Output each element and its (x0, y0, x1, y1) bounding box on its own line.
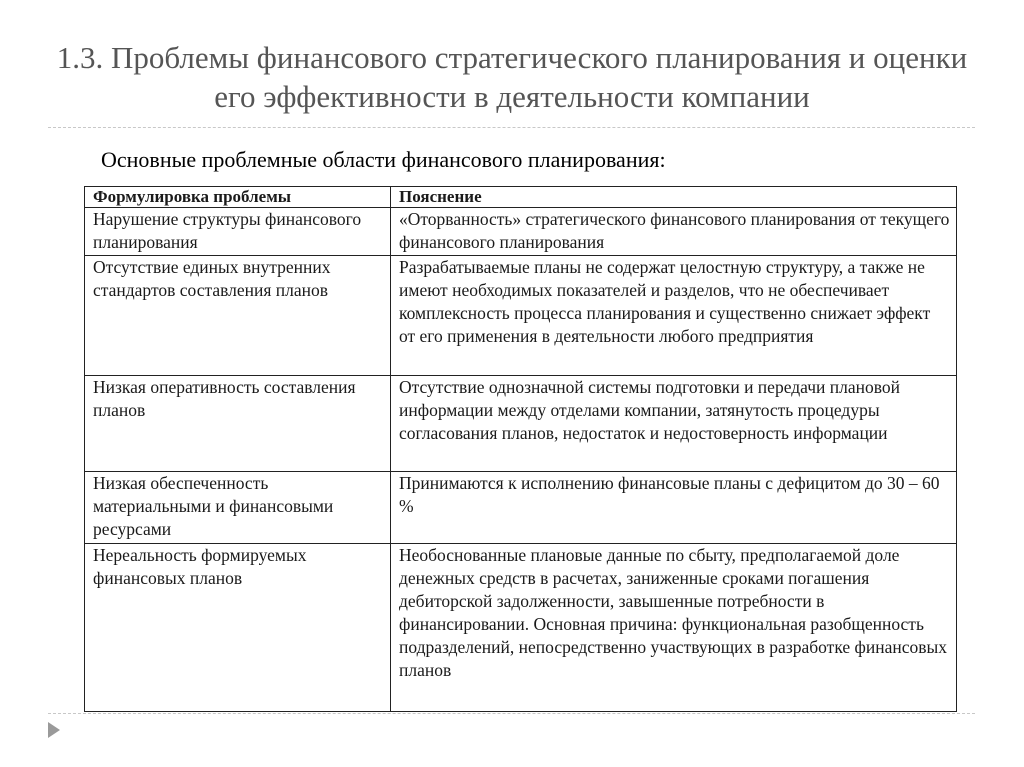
triangle-right-icon (48, 722, 60, 738)
bottom-divider (48, 713, 975, 714)
table-row (85, 472, 957, 544)
column-header-problem: Формулировка проблемы (85, 187, 391, 208)
column-header-explanation: Пояснение (391, 187, 957, 208)
problems-table (84, 186, 957, 712)
explanation-cell: Отсутствие однозначной системы подготовки и передачи плановой информации между отделами компании, затянутость процедуры согласования планов, недостаток и недостоверность информации (391, 376, 957, 472)
table-row (85, 544, 957, 712)
explanation-cell: Принимаются к исполнению финансовые планы с дефицитом до 30 – 60 % (391, 472, 957, 544)
problem-cell: Нарушение структуры финансового планирования (85, 208, 391, 256)
explanation-cell: Разрабатываемые планы не содержат целостную структуру, а также не имеют необходимых показателей и разделов, что не обеспечивает комплексность процесса планирования и существенно снижает эффект от его применения в деятельности любого предприятия (391, 256, 957, 376)
title-divider (48, 127, 975, 128)
slide-title: 1.3. Проблемы финансового стратегического планирования и оценки его эффективности в деятельности компании (56, 40, 968, 114)
explanation-cell: Необоснованные плановые данные по сбыту, предполагаемой доле денежных средств в расчетах, заниженные сроками погашения дебиторской задолженности, завышенные потребности в финансировании. Основная причина: функциональная разобщенность подразделений, непосредственно участвующих в разработке финансовых планов (391, 544, 957, 712)
table-row (85, 208, 957, 256)
subtitle: Основные проблемные области финансового планирования: (101, 147, 666, 172)
table-header-row (85, 187, 957, 208)
explanation-cell: «Оторванность» стратегического финансового планирования от текущего финансового планирования (391, 208, 957, 256)
problem-cell: Нереальность формируемых финансовых планов (85, 544, 391, 712)
table-row (85, 256, 957, 376)
problem-cell: Низкая обеспеченность материальными и финансовыми ресурсами (85, 472, 391, 544)
problem-cell: Низкая оперативность составления планов (85, 376, 391, 472)
table-row (85, 376, 957, 472)
problem-cell: Отсутствие единых внутренних стандартов составления планов (85, 256, 391, 376)
